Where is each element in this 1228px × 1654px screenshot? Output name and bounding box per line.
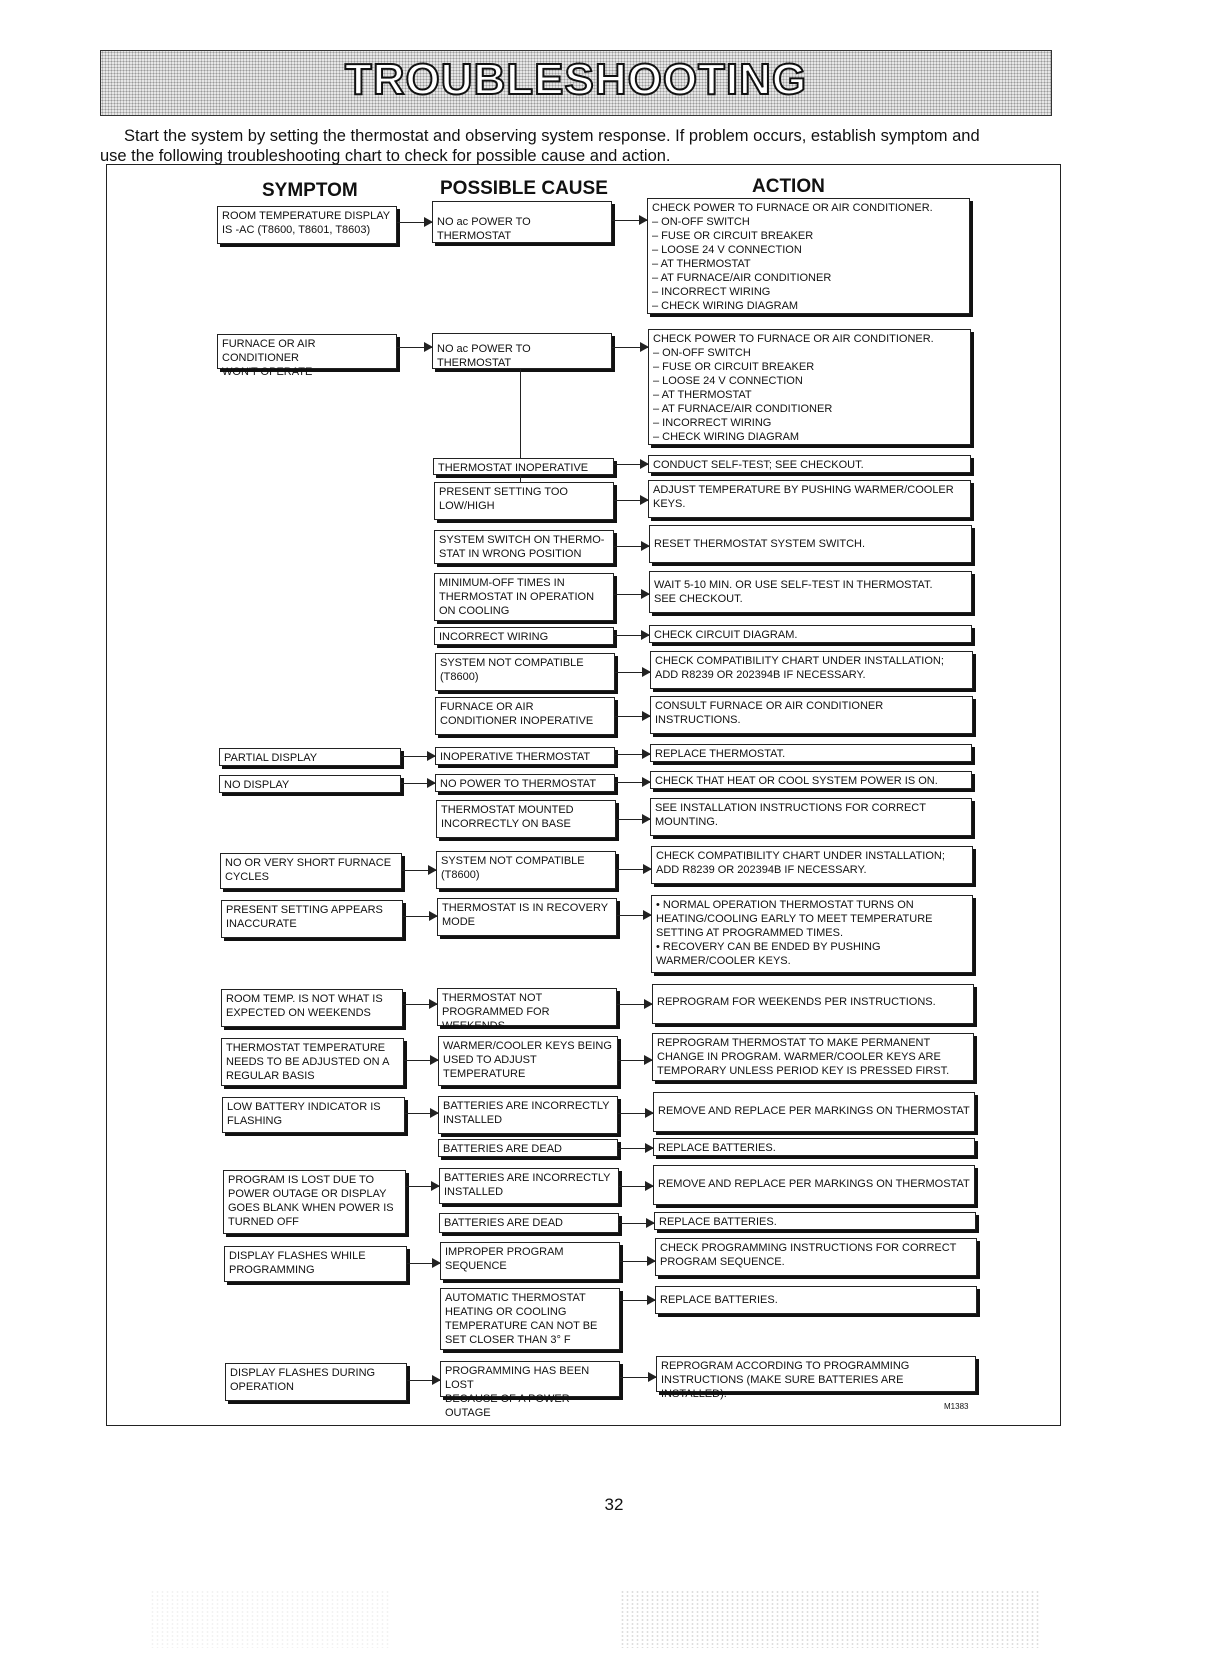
- cause-header: POSSIBLE CAUSE: [440, 178, 608, 199]
- flow-arrow: [614, 500, 648, 501]
- action-box: CHECK THAT HEAT OR COOL SYSTEM POWER IS ON.: [650, 771, 972, 789]
- intro-line-2: use the following troubleshooting chart to check for possible cause and action.: [100, 147, 671, 165]
- cause-box: NO ac POWER TO THERMOSTAT: [432, 201, 612, 243]
- cause-box: INOPERATIVE THERMOSTAT: [435, 747, 615, 765]
- scan-noise: [150, 1590, 390, 1648]
- symptom-box: DISPLAY FLASHES DURING OPERATION: [225, 1363, 407, 1401]
- flow-arrow: [620, 1377, 656, 1378]
- cause-box: PROGRAMMING HAS BEEN LOST BECAUSE OF A POWER OUTAGE: [440, 1361, 620, 1397]
- flow-arrow: [615, 754, 650, 755]
- flow-arrow: [618, 1060, 652, 1061]
- action-header: ACTION: [752, 176, 825, 197]
- flow-arrow: [614, 546, 649, 547]
- action-box: REPROGRAM THERMOSTAT TO MAKE PERMANENT CHANGE IN PROGRAM. WARMER/COOLER KEYS ARE TEMPORARY UNLESS PERIOD KEY IS PRESSED FIRST.: [652, 1033, 974, 1081]
- scan-noise: [620, 1590, 1040, 1648]
- cause-box: MINIMUM-OFF TIMES IN THERMOSTAT IN OPERATION ON COOLING: [434, 573, 614, 621]
- cause-box: BATTERIES ARE DEAD: [438, 1139, 618, 1157]
- flow-arrow: [614, 594, 649, 595]
- flow-arrow: [403, 916, 437, 917]
- flow-arrow: [612, 347, 648, 348]
- symptom-box: NO OR VERY SHORT FURNACE CYCLES: [220, 853, 402, 889]
- cause-box: THERMOSTAT INOPERATIVE: [433, 458, 614, 475]
- cause-box: NO ac POWER TO THERMOSTAT: [432, 333, 612, 369]
- flow-arrow: [614, 635, 649, 636]
- symptom-box: NO DISPLAY: [219, 775, 401, 793]
- action-box: REPLACE THERMOSTAT.: [650, 744, 972, 762]
- flow-arrow: [397, 347, 432, 348]
- action-box: CHECK PROGRAMMING INSTRUCTIONS FOR CORRECT PROGRAM SEQUENCE.: [655, 1238, 977, 1276]
- flow-arrow: [401, 756, 435, 757]
- flow-arrow: [615, 782, 650, 783]
- action-box: RESET THERMOSTAT SYSTEM SWITCH.: [649, 525, 972, 563]
- flow-arrow: [612, 220, 647, 221]
- action-box: CHECK COMPATIBILITY CHART UNDER INSTALLATION; ADD R8239 OR 202394B IF NECESSARY.: [651, 846, 973, 884]
- connector-line: [520, 475, 521, 483]
- action-box: CONSULT FURNACE OR AIR CONDITIONER INSTRUCTIONS.: [650, 696, 973, 734]
- action-box: CHECK POWER TO FURNACE OR AIR CONDITIONER. – ON-OFF SWITCH – FUSE OR CIRCUIT BREAKER – LOOSE 24 V CONNECTION – AT THERMOSTAT – AT FURNACE/AIR CONDITIONER – INCORRECT WIRING – CHECK WIRING DIAGRAM: [648, 329, 971, 445]
- symptom-box: LOW BATTERY INDICATOR IS FLASHING: [222, 1097, 405, 1133]
- flow-arrow: [616, 819, 650, 820]
- action-box: WAIT 5-10 MIN. OR USE SELF-TEST IN THERMOSTAT. SEE CHECKOUT.: [649, 571, 972, 613]
- flow-arrow: [617, 1004, 652, 1005]
- symptom-box: THERMOSTAT TEMPERATURE NEEDS TO BE ADJUSTED ON A REGULAR BASIS: [221, 1038, 404, 1086]
- flow-arrow: [619, 1223, 654, 1224]
- action-box: REMOVE AND REPLACE PER MARKINGS ON THERMOSTAT: [653, 1092, 975, 1132]
- action-box: • NORMAL OPERATION THERMOSTAT TURNS ON HEATING/COOLING EARLY TO MEET TEMPERATURE SETTING AT PROGRAMMED TIMES. • RECOVERY CAN BE ENDED BY PUSHING WARMER/COOLER KEYS.: [651, 895, 973, 973]
- cause-box: NO POWER TO THERMOSTAT: [435, 774, 615, 792]
- action-box: CHECK CIRCUIT DIAGRAM.: [649, 625, 972, 643]
- page-title: TROUBLESHOOTING: [344, 55, 808, 104]
- flow-arrow: [614, 464, 648, 465]
- symptom-box: ROOM TEMPERATURE DISPLAY IS -AC (T8600, T8601, T8603): [217, 206, 397, 244]
- cause-box: BATTERIES ARE INCORRECTLY INSTALLED: [438, 1096, 618, 1134]
- cause-box: BATTERIES ARE DEAD: [439, 1213, 619, 1233]
- flow-arrow: [617, 915, 651, 916]
- action-box: REPLACE BATTERIES.: [655, 1286, 977, 1314]
- cause-box: SYSTEM NOT COMPATIBLE (T8600): [435, 653, 615, 691]
- connector-line: [520, 369, 521, 458]
- symptom-header: SYMPTOM: [262, 180, 358, 201]
- cause-box: THERMOSTAT IS IN RECOVERY MODE: [437, 898, 617, 936]
- action-box: REPLACE BATTERIES.: [653, 1138, 975, 1156]
- action-box: REPROGRAM ACCORDING TO PROGRAMMING INSTRUCTIONS (MAKE SURE BATTERIES ARE INSTALLED).: [656, 1356, 976, 1392]
- cause-box: PRESENT SETTING TOO LOW/HIGH: [434, 482, 614, 520]
- action-box: REMOVE AND REPLACE PER MARKINGS ON THERMOSTAT: [653, 1165, 975, 1205]
- cause-box: THERMOSTAT NOT PROGRAMMED FOR WEEKENDS: [437, 988, 617, 1026]
- title-banner: [100, 50, 1052, 116]
- symptom-box: PARTIAL DISPLAY: [219, 748, 401, 766]
- cause-box: SYSTEM NOT COMPATIBLE (T8600): [436, 851, 616, 889]
- cause-box: THERMOSTAT MOUNTED INCORRECTLY ON BASE: [436, 800, 616, 838]
- cause-box: AUTOMATIC THERMOSTAT HEATING OR COOLING TEMPERATURE CAN NOT BE SET CLOSER THAN 3° F: [440, 1288, 620, 1350]
- flow-arrow: [397, 222, 432, 223]
- intro-line-1: Start the system by setting the thermostat and observing system response. If problem occurs, establish symptom and: [124, 127, 980, 145]
- flow-arrow: [620, 1261, 655, 1262]
- flow-arrow: [406, 1186, 439, 1187]
- symptom-box: PRESENT SETTING APPEARS INACCURATE: [221, 900, 403, 938]
- cause-box: INCORRECT WIRING: [434, 627, 614, 645]
- flow-arrow: [618, 1113, 653, 1114]
- flow-arrow: [619, 1186, 653, 1187]
- symptom-box: PROGRAM IS LOST DUE TO POWER OUTAGE OR DISPLAY GOES BLANK WHEN POWER IS TURNED OFF: [223, 1170, 406, 1234]
- flow-arrow: [402, 870, 436, 871]
- flow-arrow: [615, 672, 650, 673]
- flow-arrow: [618, 1148, 653, 1149]
- flow-arrow: [620, 1300, 655, 1301]
- flow-arrow: [405, 1113, 438, 1114]
- flow-arrow: [407, 1263, 440, 1264]
- figure-code: M1383: [944, 1402, 969, 1411]
- symptom-box: FURNACE OR AIR CONDITIONER WON'T OPERATE: [217, 334, 397, 369]
- symptom-box: DISPLAY FLASHES WHILE PROGRAMMING: [224, 1246, 407, 1282]
- flow-arrow: [403, 1004, 437, 1005]
- flow-arrow: [407, 1380, 440, 1381]
- cause-box: IMPROPER PROGRAM SEQUENCE: [440, 1242, 620, 1280]
- cause-box: WARMER/COOLER KEYS BEING USED TO ADJUST TEMPERATURE: [438, 1036, 618, 1086]
- action-box: REPROGRAM FOR WEEKENDS PER INSTRUCTIONS.: [652, 984, 974, 1024]
- cause-box: BATTERIES ARE INCORRECTLY INSTALLED: [439, 1168, 619, 1204]
- intro-text: [100, 126, 1060, 166]
- action-box: REPLACE BATTERIES.: [654, 1212, 976, 1230]
- flow-arrow: [616, 869, 651, 870]
- action-box: CONDUCT SELF-TEST; SEE CHECKOUT.: [648, 455, 971, 473]
- page-number: 32: [604, 1495, 624, 1514]
- symptom-box: ROOM TEMP. IS NOT WHAT IS EXPECTED ON WEEKENDS: [221, 989, 403, 1027]
- flow-arrow: [401, 783, 435, 784]
- action-box: ADJUST TEMPERATURE BY PUSHING WARMER/COOLER KEYS.: [648, 480, 971, 518]
- action-box: SEE INSTALLATION INSTRUCTIONS FOR CORRECT MOUNTING.: [650, 798, 972, 836]
- action-box: CHECK COMPATIBILITY CHART UNDER INSTALLATION; ADD R8239 OR 202394B IF NECESSARY.: [650, 651, 973, 689]
- action-box: CHECK POWER TO FURNACE OR AIR CONDITIONER. – ON-OFF SWITCH – FUSE OR CIRCUIT BREAKER – LOOSE 24 V CONNECTION – AT THERMOSTAT – AT FURNACE/AIR CONDITIONER – INCORRECT WIRING – CHECK WIRING DIAGRAM: [647, 198, 970, 314]
- flow-arrow: [615, 716, 650, 717]
- cause-box: FURNACE OR AIR CONDITIONER INOPERATIVE: [435, 697, 615, 735]
- flow-arrow: [404, 1060, 438, 1061]
- cause-box: SYSTEM SWITCH ON THERMO- STAT IN WRONG POSITION: [434, 530, 614, 564]
